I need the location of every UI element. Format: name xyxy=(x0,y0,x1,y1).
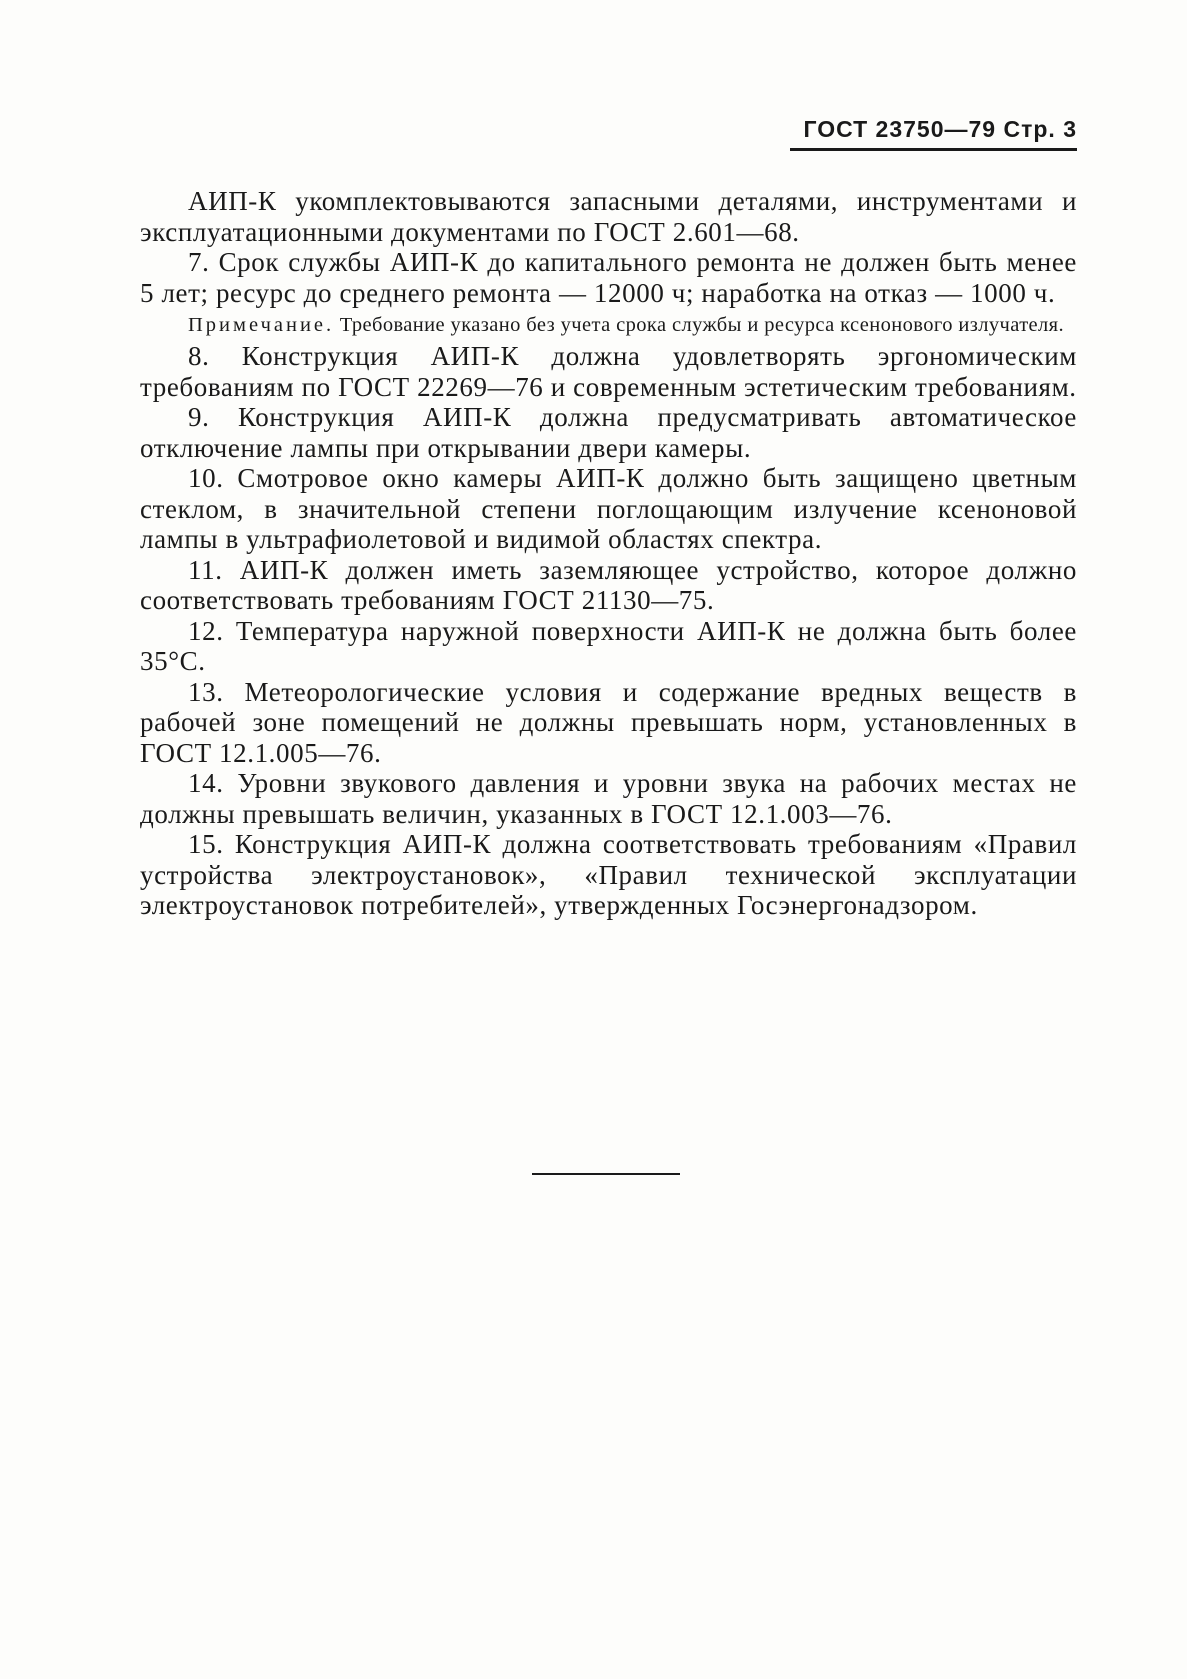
header-rule xyxy=(790,148,1077,151)
note-text: Требование указано без учета срока службы и ресурса ксенонового излучателя. xyxy=(339,314,1065,336)
item-13: 13. Метеорологические условия и содержание вредных веществ в рабочей зоне помещений не должны превышать норм, установленных в ГОСТ 12.1.005—76. xyxy=(140,676,1077,768)
item-7: 7. Срок службы АИП-К до капитального ремонта не должен быть менее 5 лет; ресурс до среднего ремонта — 12000 ч; наработка на отказ — 1000 ч. xyxy=(140,247,1077,308)
note-label: Примечание. xyxy=(188,314,335,336)
paragraph-equipment: АИП-К укомплектовываются запасными деталями, инструментами и эксплуатационными документами по ГОСТ 2.601—68. xyxy=(140,186,1077,247)
item-15: 15. Конструкция АИП-К должна соответствовать требованиям «Правил устройства электроустановок», «Правил технической эксплуатации электроустановок потребителей», утвержденных Госэнергонадзором. xyxy=(140,829,1077,920)
page-number: Стр. 3 xyxy=(1003,116,1077,142)
document-body xyxy=(140,186,1077,921)
document-id: ГОСТ 23750—79 xyxy=(803,116,997,142)
end-rule xyxy=(532,1173,680,1175)
item-8: 8. Конструкция АИП-К должна удовлетворять эргономическим требованиям по ГОСТ 22269—76 и современным эстетическим требованиям. xyxy=(140,341,1077,402)
note xyxy=(140,313,1077,337)
item-10: 10. Смотровое окно камеры АИП-К должно быть защищено цветным стеклом, в значительной степени поглощающим излучение ксеноновой лампы в ультрафиолетовой и видимой областях спектра. xyxy=(140,463,1077,554)
item-9: 9. Конструкция АИП-К должна предусматривать автоматическое отключение лампы при открывании двери камеры. xyxy=(140,402,1077,463)
item-12: 12. Температура наружной поверхности АИП-К не должна быть более 35°С. xyxy=(140,615,1077,676)
item-14: 14. Уровни звукового давления и уровни звука на рабочих местах не должны превышать величин, указанных в ГОСТ 12.1.003—76. xyxy=(140,768,1077,829)
page-header xyxy=(803,116,1077,143)
item-11: 11. АИП-К должен иметь заземляющее устройство, которое должно соответствовать требованиям ГОСТ 21130—75. xyxy=(140,554,1077,615)
